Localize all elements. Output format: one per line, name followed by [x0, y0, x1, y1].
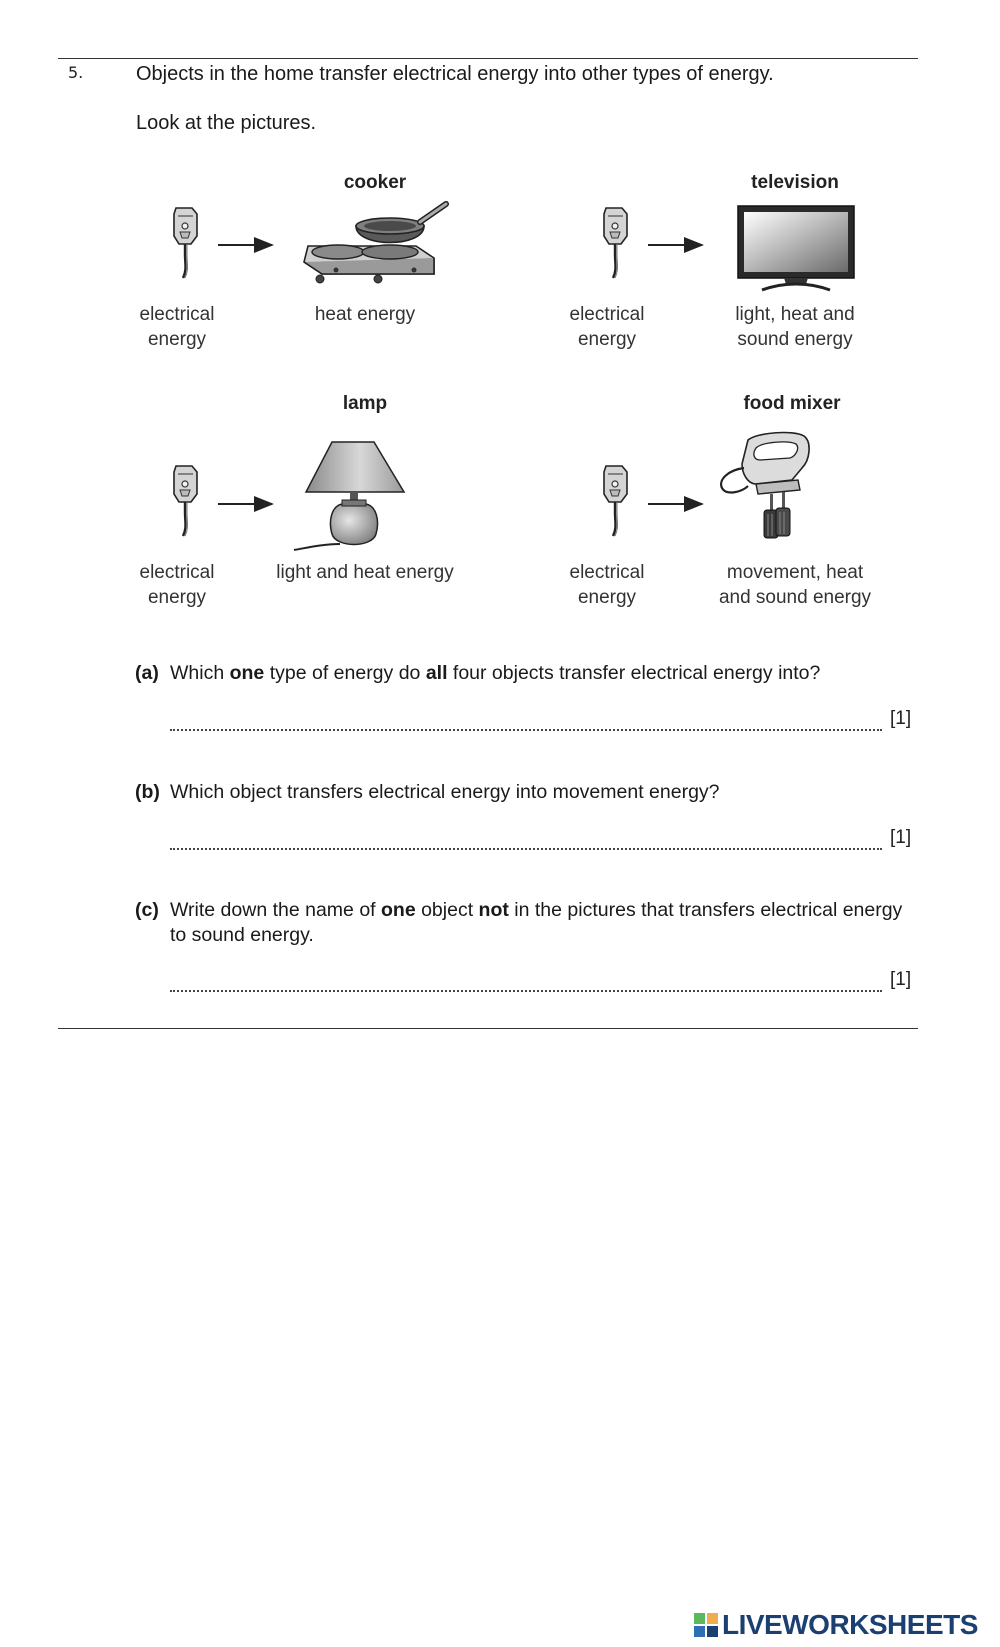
liveworksheets-logo [694, 1610, 978, 1640]
part-a-label: (a) [135, 662, 159, 684]
television-input-label: electrical energy [569, 304, 645, 350]
food-mixer-icon [718, 430, 848, 542]
arrow-icon [216, 497, 276, 511]
plug-icon [596, 204, 636, 284]
part-c-label: (c) [135, 899, 159, 921]
arrow-icon [646, 497, 706, 511]
part-b-text: Which object transfers electrical energy into movement energy? [170, 781, 720, 803]
answer-line-c[interactable] [170, 988, 882, 992]
mark-a: [1] [890, 708, 912, 729]
part-c-text: Write down the name of one object not in the pictures that transfers electrical energy to sound energy. [170, 899, 903, 946]
bottom-rule [58, 1028, 918, 1029]
question-intro: Objects in the home transfer electrical energy into other types of energy. [136, 63, 774, 85]
arrow-icon [216, 238, 276, 252]
logo-text: LIVEWORKSHEETS [722, 1609, 978, 1640]
answer-line-a[interactable] [170, 727, 882, 731]
plug-icon [596, 462, 636, 542]
part-a-text: Which one type of energy do all four objects transfer electrical energy into? [170, 662, 821, 684]
television-icon [734, 204, 860, 294]
lamp-input-label: electrical energy [139, 562, 215, 608]
logo-mark-icon [694, 1613, 718, 1637]
cooker-title: cooker [343, 172, 407, 193]
television-title: television [751, 172, 839, 193]
plug-icon [166, 204, 206, 284]
question-part-a [135, 661, 920, 686]
part-b-label: (b) [135, 781, 160, 803]
top-rule [58, 58, 918, 59]
lamp-title: lamp [342, 393, 388, 414]
television-output-label: light, heat and sound energy [735, 304, 855, 350]
lamp-output-label: light and heat energy [276, 562, 454, 583]
answer-line-b[interactable] [170, 846, 882, 850]
question-part-c [135, 898, 920, 948]
question-number: 5. [68, 63, 84, 82]
lamp-icon [294, 440, 414, 558]
mark-c: [1] [890, 969, 912, 990]
cooker-input-label: electrical energy [139, 304, 215, 350]
cooker-icon [296, 206, 456, 291]
arrow-icon [646, 238, 706, 252]
plug-icon [166, 462, 206, 542]
cooker-output-label: heat energy [314, 304, 416, 325]
mark-b: [1] [890, 827, 912, 848]
question-instruction: Look at the pictures. [136, 112, 317, 134]
food-mixer-input-label: electrical energy [569, 562, 645, 608]
question-part-b [135, 780, 920, 805]
food-mixer-output-label: movement, heat and sound energy [718, 562, 872, 608]
food-mixer-title: food mixer [743, 393, 841, 414]
